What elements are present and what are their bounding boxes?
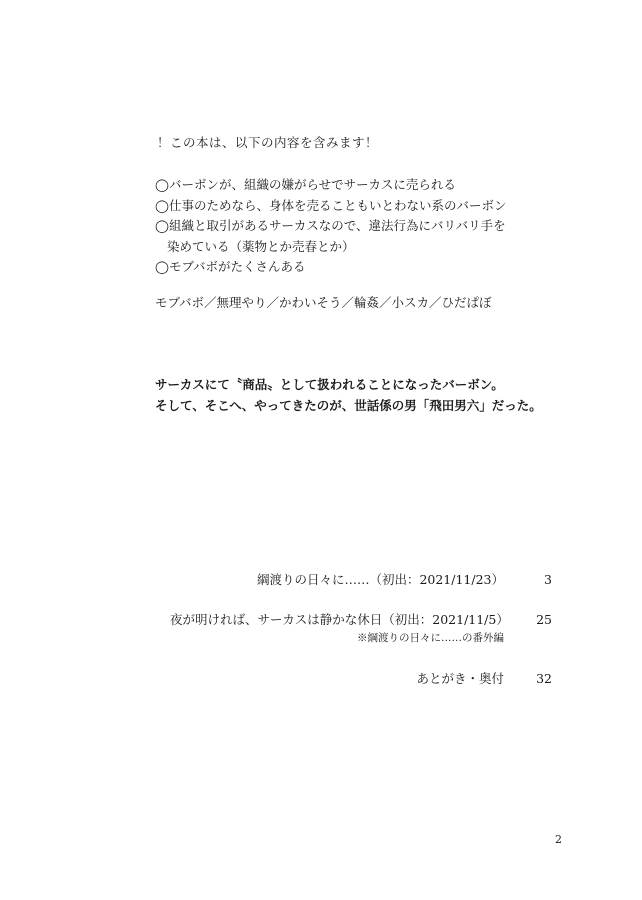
warning-item-continuation: 染めている（薬物とか売春とか）: [167, 238, 355, 254]
toc-entry[interactable]: [170, 570, 552, 588]
warning-item: ◯組織と取引があるサーカスなので、違法行為にバリバリ手を: [155, 218, 506, 233]
toc-entry-title: 夜が明ければ、サーカスは静かな休日（初出：2021/11/5）: [170, 612, 509, 627]
content-tags: モブバボ／無理やり／かわいそう／輪姦／小スカ／ひだぱぼ: [155, 295, 492, 310]
toc-entry-page: 25: [536, 612, 552, 627]
warning-title: ！この本は、以下の内容を含みます！: [157, 135, 379, 150]
warning-item: ◯仕事のためなら、身体を売ることもいとわない系のバーボン: [155, 197, 507, 213]
synopsis-line: そして、そこへ、やってきたのが、世話係の男「飛田男六」だった。: [155, 398, 542, 413]
table-of-contents: [170, 0, 552, 900]
toc-entry-title: あとがき・奥付: [416, 671, 504, 686]
page-number: 2: [555, 833, 562, 846]
toc-entry-title: 綱渡りの日々に……（初出：2021/11/23）: [256, 572, 504, 587]
toc-entry-page: 32: [536, 671, 552, 686]
toc-entry-note: ※綱渡りの日々に……の番外編: [357, 632, 504, 644]
warning-item: ◯モブバボがたくさんある: [155, 259, 306, 274]
warning-item: ◯バーボンが、組織の嫌がらせでサーカスに売られる: [155, 177, 456, 192]
toc-entry[interactable]: [170, 669, 552, 687]
toc-entry-page: 3: [544, 572, 552, 587]
synopsis-line: サーカスにて〝商品〟として扱われることになったバーボン。: [155, 377, 504, 392]
toc-entry[interactable]: [170, 610, 552, 628]
